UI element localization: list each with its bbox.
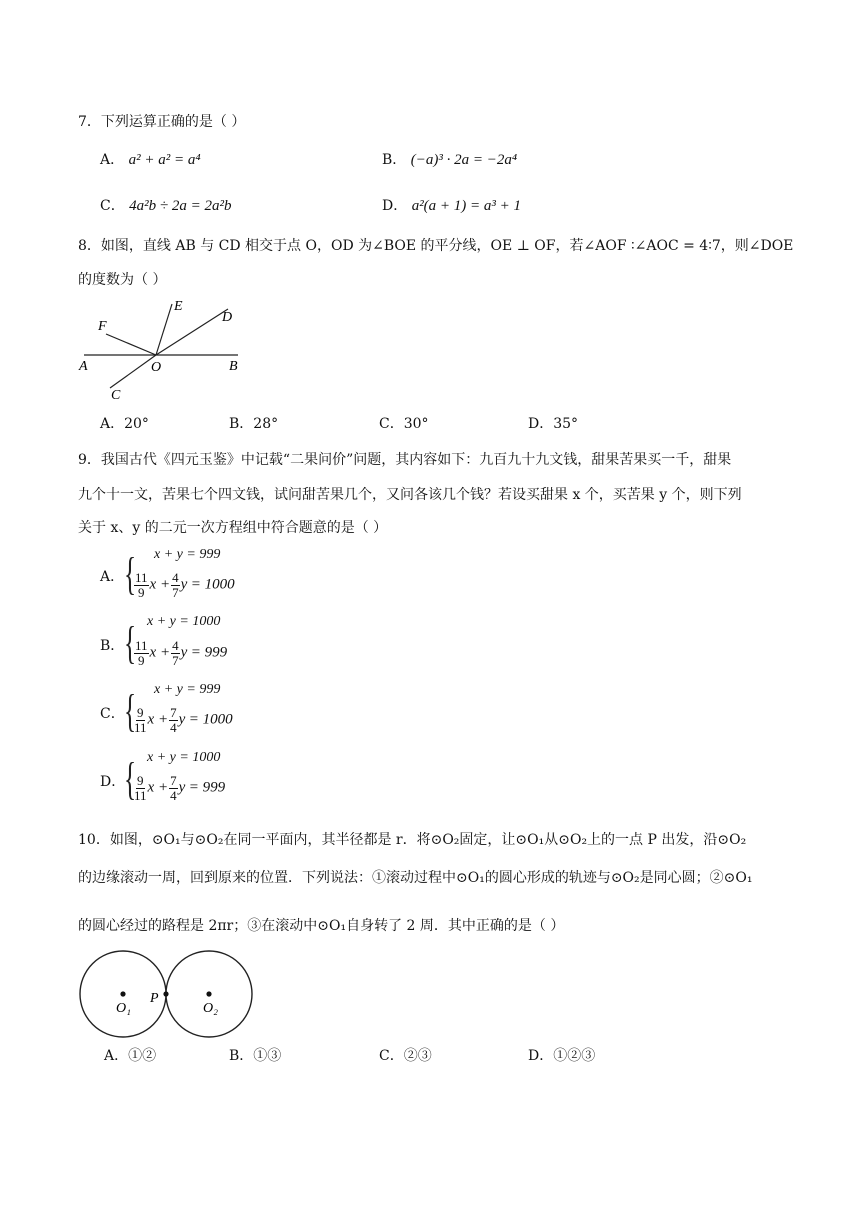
q9-d-equation-1: x + y = 1000: [147, 750, 221, 765]
option-label: C．: [100, 198, 125, 214]
ray-oe: [156, 304, 172, 355]
fraction: $\frac{4}{7}$: [172, 638, 179, 668]
left-brace: {: [124, 548, 137, 599]
q8-stem-line2: 的度数为（ ）: [78, 272, 167, 288]
option-expression: a² + a² = a⁴: [128, 152, 201, 168]
label-b: B: [229, 359, 238, 374]
q7-option-d[interactable]: [382, 196, 521, 216]
fraction: $\frac{7}{4}$: [170, 773, 177, 803]
fraction: $\frac{7}{4}$: [170, 705, 177, 735]
fraction: $\frac{9}{11}$: [134, 705, 147, 735]
q8-stem-line1: 8．如图，直线 AB 与 CD 相交于点 O，OD 为∠BOE 的平分线，OE ⊥ OF，若∠AOF ∶∠AOC = 4∶7，则∠DOE: [78, 238, 794, 254]
option-label: B．: [382, 152, 407, 168]
q10-option-a[interactable]: A．①②: [104, 1048, 157, 1064]
left-brace: {: [124, 617, 137, 668]
q7-option-c[interactable]: [100, 196, 232, 216]
q8-option-d[interactable]: D．35°: [528, 416, 579, 432]
q9-option-c-label[interactable]: C．: [100, 706, 125, 722]
ray-oc: [110, 355, 156, 388]
q7-option-a[interactable]: [100, 150, 201, 170]
option-expression: 4a²b ÷ 2a = 2a²b: [129, 198, 232, 214]
q10-circles-figure: [76, 946, 260, 1042]
label-d: D: [222, 310, 233, 325]
q9-b-equation-2: $\frac{11}{9}$ x + $\frac{4}{7}$ y = 999: [135, 638, 228, 668]
q10-option-c[interactable]: C．②③: [379, 1048, 432, 1064]
label-o: O: [151, 360, 162, 375]
q8-angle-figure: [76, 296, 246, 404]
q10-stem-line1: 10．如图，⊙O₁与⊙O₂在同一平面内，其半径都是 r．将⊙O₂固定，让⊙O₁从⊙O₂上的一点 P 出发，沿⊙O₂: [78, 832, 747, 848]
option-label: A．: [100, 152, 125, 168]
center-o2-dot: [206, 991, 211, 996]
option-label: D．: [382, 198, 408, 214]
point-p-dot: [163, 991, 168, 996]
option-expression: (−a)³ · 2a = −2a⁴: [410, 152, 518, 168]
center-o1-dot: [120, 991, 125, 996]
q9-stem-line2: 九个十一文，苦果七个四文钱，试问甜苦果几个，又问各该几个钱？若设买甜果 x 个，买苦果 y 个，则下列: [78, 487, 742, 503]
q9-a-equation-1: x + y = 999: [154, 547, 221, 562]
left-brace: {: [124, 685, 137, 736]
q9-c-equation-1: x + y = 999: [154, 682, 221, 697]
q7-stem: 7．下列运算正确的是（ ）: [78, 114, 246, 130]
q9-a-equation-2: $\frac{11}{9}$ x + $\frac{4}{7}$ y = 1000: [135, 570, 235, 600]
q10-stem-line3: 的圆心经过的路程是 2πr；③在滚动中⊙O₁自身转了 2 周．其中正确的是（ ）: [78, 918, 565, 934]
q8-option-c[interactable]: C．30°: [379, 416, 429, 432]
ray-od: [156, 309, 228, 355]
q9-option-b-label[interactable]: B．: [100, 638, 125, 654]
label-o1: O₁: [116, 1001, 131, 1016]
q7-option-b[interactable]: [382, 150, 517, 170]
q9-b-equation-1: x + y = 1000: [147, 614, 221, 629]
fraction: $\frac{11}{9}$: [135, 638, 148, 668]
q9-d-equation-2: $\frac{9}{11}$ x + $\frac{7}{4}$ y = 999: [134, 773, 226, 803]
q9-stem-line1: 9．我国古代《四元玉鉴》中记载“二果问价”问题，其内容如下：九百九十九文钱，甜果苦果买一千，甜果: [78, 452, 732, 468]
label-o2: O₂: [203, 1001, 218, 1016]
option-expression: a²(a + 1) = a³ + 1: [411, 198, 522, 214]
fraction: $\frac{11}{9}$: [135, 570, 148, 600]
q9-option-a-label[interactable]: A．: [100, 569, 125, 585]
left-brace: {: [124, 753, 137, 804]
q10-option-d[interactable]: D．①②③: [528, 1048, 596, 1064]
label-e: E: [174, 299, 183, 314]
label-a: A: [79, 359, 88, 374]
q9-option-d-label[interactable]: D．: [100, 774, 126, 790]
q10-stem-line2: 的边缘滚动一周，回到原来的位置．下列说法：①滚动过程中⊙O₁的圆心形成的轨迹与⊙O₂是同心圆；②⊙O₁: [78, 870, 753, 886]
q10-option-b[interactable]: B．①③: [229, 1048, 282, 1064]
ray-of: [106, 334, 156, 355]
q9-stem-line3: 关于 x、y 的二元一次方程组中符合题意的是（ ）: [78, 520, 388, 536]
label-c: C: [111, 388, 121, 403]
q9-c-equation-2: $\frac{9}{11}$ x + $\frac{7}{4}$ y = 1000: [134, 705, 233, 735]
q8-option-a[interactable]: A．20°: [100, 416, 149, 432]
fraction: $\frac{9}{11}$: [134, 773, 147, 803]
q8-option-b[interactable]: B．28°: [229, 416, 279, 432]
label-p: P: [150, 991, 159, 1006]
label-f: F: [98, 319, 107, 334]
fraction: $\frac{4}{7}$: [172, 570, 179, 600]
